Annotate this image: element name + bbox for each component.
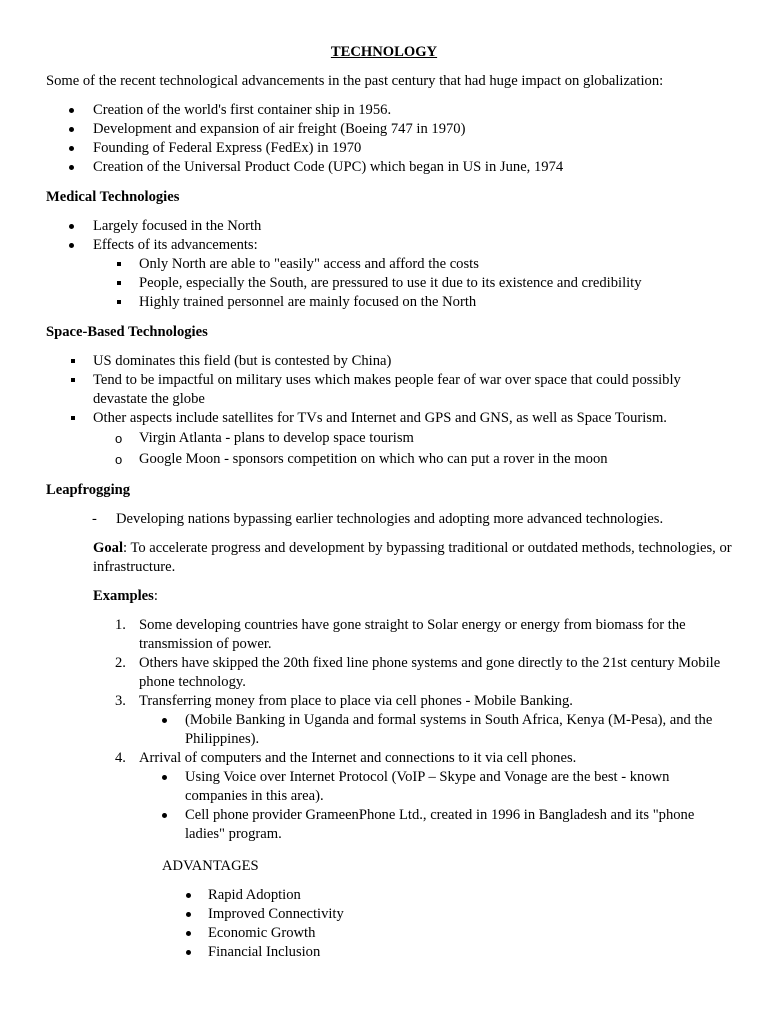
- intro-paragraph: Some of the recent technological advancements in the past century that had huge impact on globalization:: [46, 73, 664, 89]
- bullet-disc-icon: [69, 165, 74, 170]
- goal-label: Goal: [93, 540, 123, 556]
- list-item: [139, 293, 739, 312]
- list-item: [93, 120, 733, 139]
- bullet-disc-icon: [186, 912, 191, 917]
- list-item: [93, 217, 733, 236]
- leapfrogging-definition-list: [92, 510, 736, 529]
- space-subitems-list: [115, 429, 739, 469]
- list-item: [93, 139, 733, 158]
- list-item-text: Other aspects include satellites for TVs and Internet and GPS and GNS, as well as Space Tourism.: [93, 410, 667, 426]
- list-item: [208, 886, 608, 905]
- example-text: Others have skipped the 20th fixed line phone systems and gone directly to the 21st century Mobile phone technology.: [139, 655, 721, 690]
- list-item-text: Improved Connectivity: [208, 906, 344, 922]
- list-item: [92, 510, 736, 529]
- bullet-disc-icon: [69, 243, 74, 248]
- list-item-text: People, especially the South, are pressured to use it due to its existence and credibility: [139, 275, 642, 291]
- bullet-dash-icon: -: [92, 511, 97, 527]
- list-item: [93, 158, 733, 177]
- bullet-disc-icon: [69, 146, 74, 151]
- list-item-text: Google Moon - sponsors competition on which who can put a rover in the moon: [139, 451, 608, 467]
- advantages-list: [208, 886, 608, 962]
- bullet-square-icon: [71, 359, 75, 363]
- bullet-disc-icon: [186, 893, 191, 898]
- list-item: [185, 806, 729, 844]
- list-item: [93, 371, 723, 409]
- bullet-disc-icon: [186, 931, 191, 936]
- list-item-text: US dominates this field (but is contested by China): [93, 353, 392, 369]
- globalization-list: [93, 101, 733, 177]
- example-item: [115, 749, 729, 844]
- list-item: [185, 711, 729, 749]
- list-item: [208, 943, 608, 962]
- bullet-disc-icon: [69, 127, 74, 132]
- space-heading: Space-Based Technologies: [46, 324, 208, 340]
- bullet-disc-icon: [162, 718, 167, 723]
- list-item: [208, 905, 608, 924]
- goal-paragraph: [93, 539, 733, 577]
- list-item-text: Largely focused in the North: [93, 218, 262, 234]
- example-item: [115, 692, 729, 749]
- list-item-text: Rapid Adoption: [208, 887, 301, 903]
- example-sublist: [139, 768, 729, 844]
- example-number: 4.: [115, 750, 126, 766]
- bullet-disc-icon: [162, 813, 167, 818]
- list-item-text: Cell phone provider GrameenPhone Ltd., created in 1996 in Bangladesh and its "phone ladies" program.: [185, 807, 695, 842]
- space-list: [93, 352, 723, 428]
- list-item-text: Economic Growth: [208, 925, 316, 941]
- examples-colon: :: [153, 588, 158, 604]
- list-item-text: Development and expansion of air freight (Boeing 747 in 1970): [93, 121, 466, 137]
- bullet-square-icon: [117, 300, 121, 304]
- examples-heading: [93, 587, 158, 606]
- list-item-text: Only North are able to "easily" access and afford the costs: [139, 256, 479, 272]
- leapfrogging-heading: Leapfrogging: [46, 482, 131, 498]
- list-item-text: (Mobile Banking in Uganda and formal systems in South Africa, Kenya (M-Pesa), and the Philippines).: [185, 712, 713, 747]
- example-sublist: [139, 711, 729, 749]
- list-item: [139, 274, 739, 293]
- list-item-text: Founding of Federal Express (FedEx) in 1970: [93, 140, 362, 156]
- bullet-disc-icon: [186, 950, 191, 955]
- advantages-heading: ADVANTAGES: [162, 858, 259, 874]
- examples-label: Examples: [93, 588, 154, 604]
- list-item-text: Creation of the Universal Product Code (UPC) which began in US in June, 1974: [93, 159, 564, 175]
- bullet-square-icon: [117, 262, 121, 266]
- bullet-disc-icon: [69, 224, 74, 229]
- bullet-circle-icon: o: [115, 452, 123, 467]
- example-item: [115, 616, 729, 654]
- example-number: 1.: [115, 617, 126, 633]
- list-item-text: Effects of its advancements:: [93, 237, 258, 253]
- bullet-disc-icon: [69, 108, 74, 113]
- list-item: [115, 450, 739, 469]
- list-item-text: Highly trained personnel are mainly focused on the North: [139, 294, 477, 310]
- bullet-disc-icon: [162, 775, 167, 780]
- list-item: [93, 101, 733, 120]
- example-text: Arrival of computers and the Internet and connections to it via cell phones.: [139, 750, 577, 766]
- list-item: [93, 352, 723, 371]
- list-item-text: Tend to be impactful on military uses which makes people fear of war over space that could possibly devastate the globe: [93, 372, 681, 407]
- list-item-text: Financial Inclusion: [208, 944, 321, 960]
- list-item-text: Creation of the world's first container ship in 1956.: [93, 102, 392, 118]
- list-item: [139, 255, 739, 274]
- definition-text: Developing nations bypassing earlier technologies and adopting more advanced technologies.: [116, 511, 664, 527]
- list-item: [208, 924, 608, 943]
- bullet-circle-icon: o: [115, 431, 123, 446]
- page-title: TECHNOLOGY: [330, 44, 438, 60]
- example-text: Transferring money from place to place via cell phones - Mobile Banking.: [139, 693, 573, 709]
- example-number: 3.: [115, 693, 126, 709]
- list-item: [93, 409, 723, 428]
- medical-effects-list: [139, 255, 739, 312]
- example-number: 2.: [115, 655, 126, 671]
- bullet-square-icon: [71, 416, 75, 420]
- list-item: [93, 236, 733, 255]
- goal-text: : To accelerate progress and development by bypassing traditional or outdated methods, technologies, or infrastructure.: [93, 540, 732, 575]
- medical-list: [93, 217, 733, 255]
- list-item: [115, 429, 739, 450]
- list-item-text: Virgin Atlanta - plans to develop space tourism: [139, 430, 414, 446]
- list-item-text: Using Voice over Internet Protocol (VoIP – Skype and Vonage are the best - known companies in this area).: [185, 769, 670, 804]
- bullet-square-icon: [71, 378, 75, 382]
- bullet-square-icon: [117, 281, 121, 285]
- list-item: [185, 768, 729, 806]
- example-text: Some developing countries have gone straight to Solar energy or energy from biomass for the transmission of power.: [139, 617, 686, 652]
- example-item: [115, 654, 729, 692]
- medical-heading: Medical Technologies: [46, 189, 180, 205]
- examples-list: [115, 616, 729, 844]
